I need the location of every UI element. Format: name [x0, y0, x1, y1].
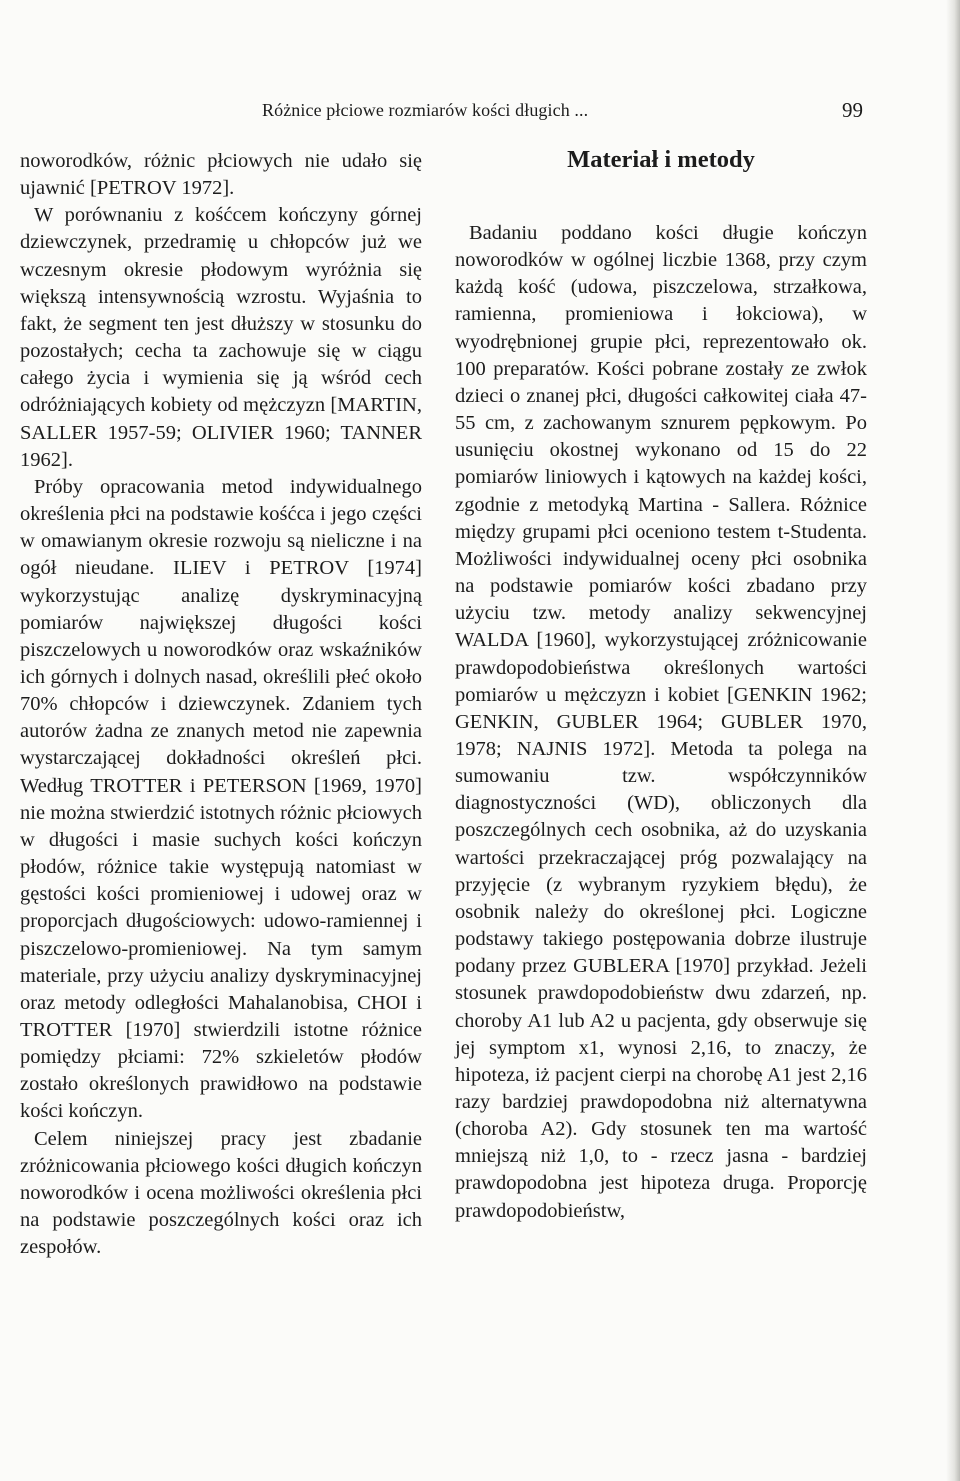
section-heading: Materiał i metody [567, 146, 755, 173]
page-binding-edge [946, 0, 960, 1481]
paragraph: Badaniu poddano kości długie kończyn noworodków w ogólnej liczbie 1368, przy czym każdą kość (udowa, piszczelowa, strzałkowa, ramienna, promieniowa i łokciowa), w wyodrębnionej grupie płci, reprezentowało ok. 100 preparatów. Kości pobrane zostały ze zwłok dzieci o znanej płci, długości całkowitej ciała 47-55 cm, z zachowanym sznurem pępkowym. Po usunięciu okostnej wykonano od 15 do 22 pomiarów liniowych i kątowych na każdej kości, zgodnie z metodyką Martina - Sallera. Różnice między grupami płci oceniono testem t-Studenta. Możliwości indywidualnej oceny płci osobnika na podstawie pomiarów kości zbadano przy użyciu tzw. metody analizy sekwencyjnej WALDA [1960], wykorzystującej zróżnicowanie prawdopodobieństwa określonych wartości pomiarów u mężczyzn i kobiet [GENKIN 1962; GENKIN, GUBLER 1964; GUBLER 1970, 1978; NAJNIS 1972]. Metoda ta polega na sumowaniu tzw. współczynników diagnostyczności (WD), obliczonych dla poszczególnych cech osobnika, aż do uzyskania wartości przekraczającej próg pozwalający na przyjęcie (z wybranym ryzykiem błędu), że osobnik należy do określonej płci. Logiczne podstawy takiego postępowania dobrze ilustruje podany przez GUBLERA [1970] przykład. Jeżeli stosunek prawdopodobieństw dwu zdarzeń, np. choroby A1 lub A2 u pacjenta, gdy obserwuje się jej symptom x1, wynosi 2,16, to znaczy, że hipoteza, iż pacjent cierpi na chorobę A1 jest 2,16 razy bardziej prawdopodobna niż alternatywna (choroba A2). Gdy stosunek ten ma wartość mniejszą niż 1,0, to - rzecz jasna - bardziej prawdopodobna jest hipoteza druga. Proporcję prawdopodobieństw, [455, 222, 867, 1222]
page-number: 99 [842, 98, 863, 122]
right-column [455, 220, 867, 1225]
paragraph: W porównaniu z kośćcem kończyny górnej dziewczynek, przedramię u chłopców już we wczesnym okresie płodowym wyróżnia się większą intensywnością wzrostu. Wyjaśnia to fakt, że segment ten jest dłuższy w stosunku do pozostałych; cecha ta zachowuje się w ciągu całego życia i wymienia się ją wśród cech odróżniających kobiety od mężczyzn [MARTIN, SALLER 1957-59; OLIVIER 1960; TANNER 1962]. [20, 204, 422, 471]
left-column [20, 148, 422, 1261]
paragraph: Próby opracowania metod indywidualnego określenia płci na podstawie kośćca i jego części w omawianym okresie rozwoju są nieliczne i na ogół nieudane. ILIEV i PETROV [1974] wykorzystując analizę dyskryminacyjną pomiarów największej długości kości piszczelowych u noworodków oraz wskaźników ich górnych i dolnych nasad, określili płeć około 70% chłopców i dziewczynek. Zdaniem tych autorów żadna ze znanych metod nie zapewnia wystarczającej dokładności określeń płci. Według TROTTER i PETERSON [1969, 1970] nie można stwierdzić istotnych różnic płciowych w długości i masie suchych kości kończyn płodów, różnice takie występują natomiast w gęstości kości promieniowej i udowej oraz w proporcjach długościowych: udowo-ramiennej i piszczelowo-promieniowej. Na tym samym materiale, przy użyciu analizy dyskryminacyjnej oraz metody odległości Mahalanobisa, CHOI i TROTTER [1970] stwierdzili istotne różnice pomiędzy płciami: 72% szkieletów płodów zostało określonych prawidłowo na podstawie kości kończyn. [20, 475, 422, 1123]
paragraph: noworodków, różnic płciowych nie udało się ujawnić [PETROV 1972]. [20, 150, 422, 200]
paragraph: Celem niniejszej pracy jest zbadanie zróżnicowania płciowego kości długich kończyn noworodków i ocena możliwości określenia płci na podstawie poszczególnych kości oraz ich zespołów. [20, 1127, 422, 1259]
running-title: Różnice płciowe rozmiarów kości długich ... [262, 100, 589, 120]
